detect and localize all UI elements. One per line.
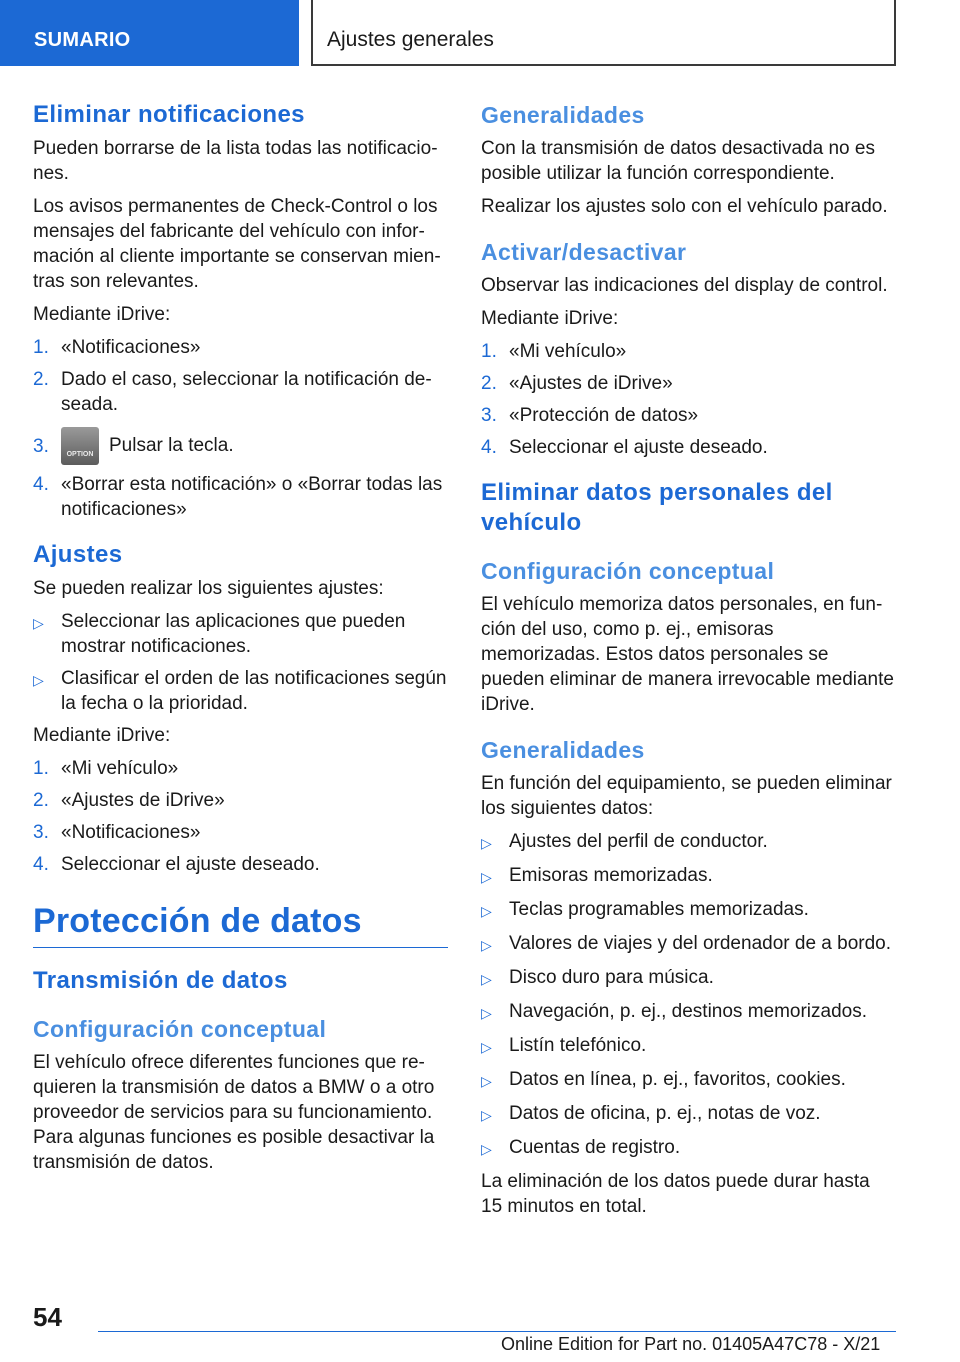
section-title: Ajustes generales (327, 28, 494, 51)
list-item (481, 897, 896, 924)
bullet-list (33, 609, 448, 716)
bullet-text: Teclas programables memorizadas. (509, 899, 809, 920)
step-number: 1. (33, 337, 49, 358)
heading-ajustes: Ajustes (33, 541, 123, 568)
list-item (33, 820, 448, 845)
heading-generalidades: Generalidades (481, 737, 645, 763)
heading-eliminar-notificaciones: Eliminar notificaciones (33, 101, 305, 128)
right-column (481, 100, 896, 1219)
list-item (481, 1067, 896, 1094)
paragraph: Realizar los ajustes solo con el vehículo parado. (481, 196, 888, 217)
list-item (33, 756, 448, 781)
list-item (481, 965, 896, 992)
list-item (33, 472, 448, 522)
step-number: 3. (33, 435, 49, 457)
paragraph: Mediante iDrive: (481, 308, 619, 329)
step-number: 2. (33, 369, 49, 390)
step-number: 1. (481, 341, 497, 362)
step-text: Seleccionar el ajuste deseado. (61, 854, 320, 875)
steps-list (481, 339, 896, 460)
step-number: 4. (33, 854, 49, 875)
steps-list (33, 335, 448, 522)
heading-generalidades: Generalidades (481, 102, 645, 128)
triangle-bullet-icon: ▷ (481, 937, 492, 953)
triangle-bullet-icon: ▷ (481, 1107, 492, 1123)
heading-proteccion-de-datos: Protección de datos (33, 901, 448, 948)
list-item (481, 829, 896, 856)
heading-transmision-de-datos: Transmisión de datos (33, 967, 288, 994)
bullet-text: Datos en línea, p. ej., favoritos, cookies. (509, 1069, 846, 1090)
step-number: 3. (481, 405, 497, 426)
bullet-text: Seleccionar las aplicaciones que pueden mostrar notificaciones. (61, 611, 406, 657)
step-number: 2. (481, 373, 497, 394)
step-number: 4. (481, 437, 497, 458)
bullet-text: Valores de viajes y del ordenador de a bordo. (509, 933, 892, 954)
option-button-icon (61, 427, 99, 465)
heading-activar-desactivar: Activar/desactivar (481, 239, 687, 265)
step-text: Seleccionar el ajuste deseado. (509, 437, 768, 458)
step-text: «Ajustes de iDrive» (61, 790, 225, 811)
step-text: «Notificaciones» (61, 822, 201, 843)
triangle-bullet-icon: ▷ (481, 1141, 492, 1157)
bullet-list (481, 829, 896, 1162)
footer-edition: Online Edition for Part no. 01405A47C78 - X/21 (501, 1334, 881, 1354)
triangle-bullet-icon: ▷ (481, 971, 492, 987)
step-number: 4. (33, 474, 49, 495)
step-text: Pulsar la tecla. (109, 435, 234, 457)
paragraph: Los avisos permanentes de Check-Control o los mensajes del fabricante del vehículo con información al cliente importante se conservan mientras son relevantes. (33, 196, 441, 292)
bullet-text: Navegación, p. ej., destinos memorizados. (509, 1001, 868, 1022)
list-item (33, 609, 448, 659)
step-number: 3. (33, 822, 49, 843)
paragraph: El vehículo ofrece diferentes funciones que requieren la transmisión de datos a BMW o a otro proveedor de servicios para su funcionamiento. Para algunas funciones es posible desactivar la transmisión de datos. (33, 1052, 435, 1173)
step-text: Dado el caso, seleccionar la notificación deseada. (61, 369, 432, 415)
list-item (481, 1135, 896, 1162)
page-number: 54 (33, 1302, 62, 1332)
list-item (481, 999, 896, 1026)
bullet-text: Cuentas de registro. (509, 1137, 681, 1158)
list-item (481, 863, 896, 890)
steps-list (33, 756, 448, 877)
list-item (481, 1101, 896, 1128)
bullet-text: Datos de oficina, p. ej., notas de voz. (509, 1103, 821, 1124)
option-icon-label: OPTION (66, 451, 94, 458)
bullet-text: Clasificar el orden de las notificaciones según la fecha o la prioridad. (61, 668, 447, 714)
step-text: «Ajustes de iDrive» (509, 373, 673, 394)
heading-configuracion-conceptual: Configuración conceptual (481, 558, 775, 584)
step-text: «Notificaciones» (61, 337, 201, 358)
paragraph: Observar las indicaciones del display de control. (481, 275, 888, 296)
triangle-bullet-icon: ▷ (481, 1005, 492, 1021)
triangle-bullet-icon: ▷ (481, 1039, 492, 1055)
bullet-text: Listín telefónico. (509, 1035, 647, 1056)
list-item (33, 427, 448, 465)
bullet-text: Ajustes del perfil de conductor. (509, 831, 768, 852)
list-item (481, 1033, 896, 1060)
list-item (481, 931, 896, 958)
paragraph: Mediante iDrive: (33, 304, 171, 325)
step-text: «Protección de datos» (509, 405, 699, 426)
step-text: «Borrar esta notificación» o «Borrar todas las notificaciones» (61, 474, 443, 520)
triangle-bullet-icon: ▷ (33, 615, 44, 631)
triangle-bullet-icon: ▷ (481, 903, 492, 919)
triangle-bullet-icon: ▷ (481, 835, 492, 851)
step-number: 2. (33, 790, 49, 811)
list-item (33, 335, 448, 360)
bullet-text: Disco duro para música. (509, 967, 714, 988)
triangle-bullet-icon: ▷ (481, 869, 492, 885)
heading-eliminar-datos-personales: Eliminar datos personales del vehículo (481, 479, 833, 536)
paragraph: Se pueden realizar los siguientes ajustes: (33, 578, 384, 599)
sumario-tab[interactable] (0, 0, 299, 66)
step-text: «Mi vehículo» (509, 341, 627, 362)
list-item (481, 435, 896, 460)
bullet-text: Emisoras memorizadas. (509, 865, 713, 886)
list-item (33, 666, 448, 716)
list-item (33, 852, 448, 877)
list-item (481, 403, 896, 428)
step-text: «Mi vehículo» (61, 758, 179, 779)
paragraph: El vehículo memoriza datos personales, en función del uso, como p. ej., emisoras memorizadas. Estos datos personales se pueden eliminar de manera irrevocable mediante iDrive. (481, 594, 894, 715)
paragraph: Mediante iDrive: (33, 725, 171, 746)
sumario-tab-label: SUMARIO (34, 29, 131, 51)
left-column (33, 100, 448, 1175)
footer-divider (98, 1331, 896, 1332)
paragraph: La eliminación de los datos puede durar hasta 15 minutos en total. (481, 1171, 870, 1217)
list-item (481, 339, 896, 364)
triangle-bullet-icon: ▷ (33, 672, 44, 688)
list-item (33, 788, 448, 813)
list-item (33, 367, 448, 417)
section-header[interactable] (311, 0, 896, 66)
step-number: 1. (33, 758, 49, 779)
triangle-bullet-icon: ▷ (481, 1073, 492, 1089)
paragraph: Con la transmisión de datos desactivada no es posible utilizar la función correspondiente. (481, 138, 875, 184)
heading-configuracion-conceptual: Configuración conceptual (33, 1016, 327, 1042)
paragraph: En función del equipamiento, se pueden eliminar los siguientes datos: (481, 773, 892, 819)
list-item (481, 371, 896, 396)
paragraph: Pueden borrarse de la lista todas las notificaciones. (33, 138, 438, 184)
